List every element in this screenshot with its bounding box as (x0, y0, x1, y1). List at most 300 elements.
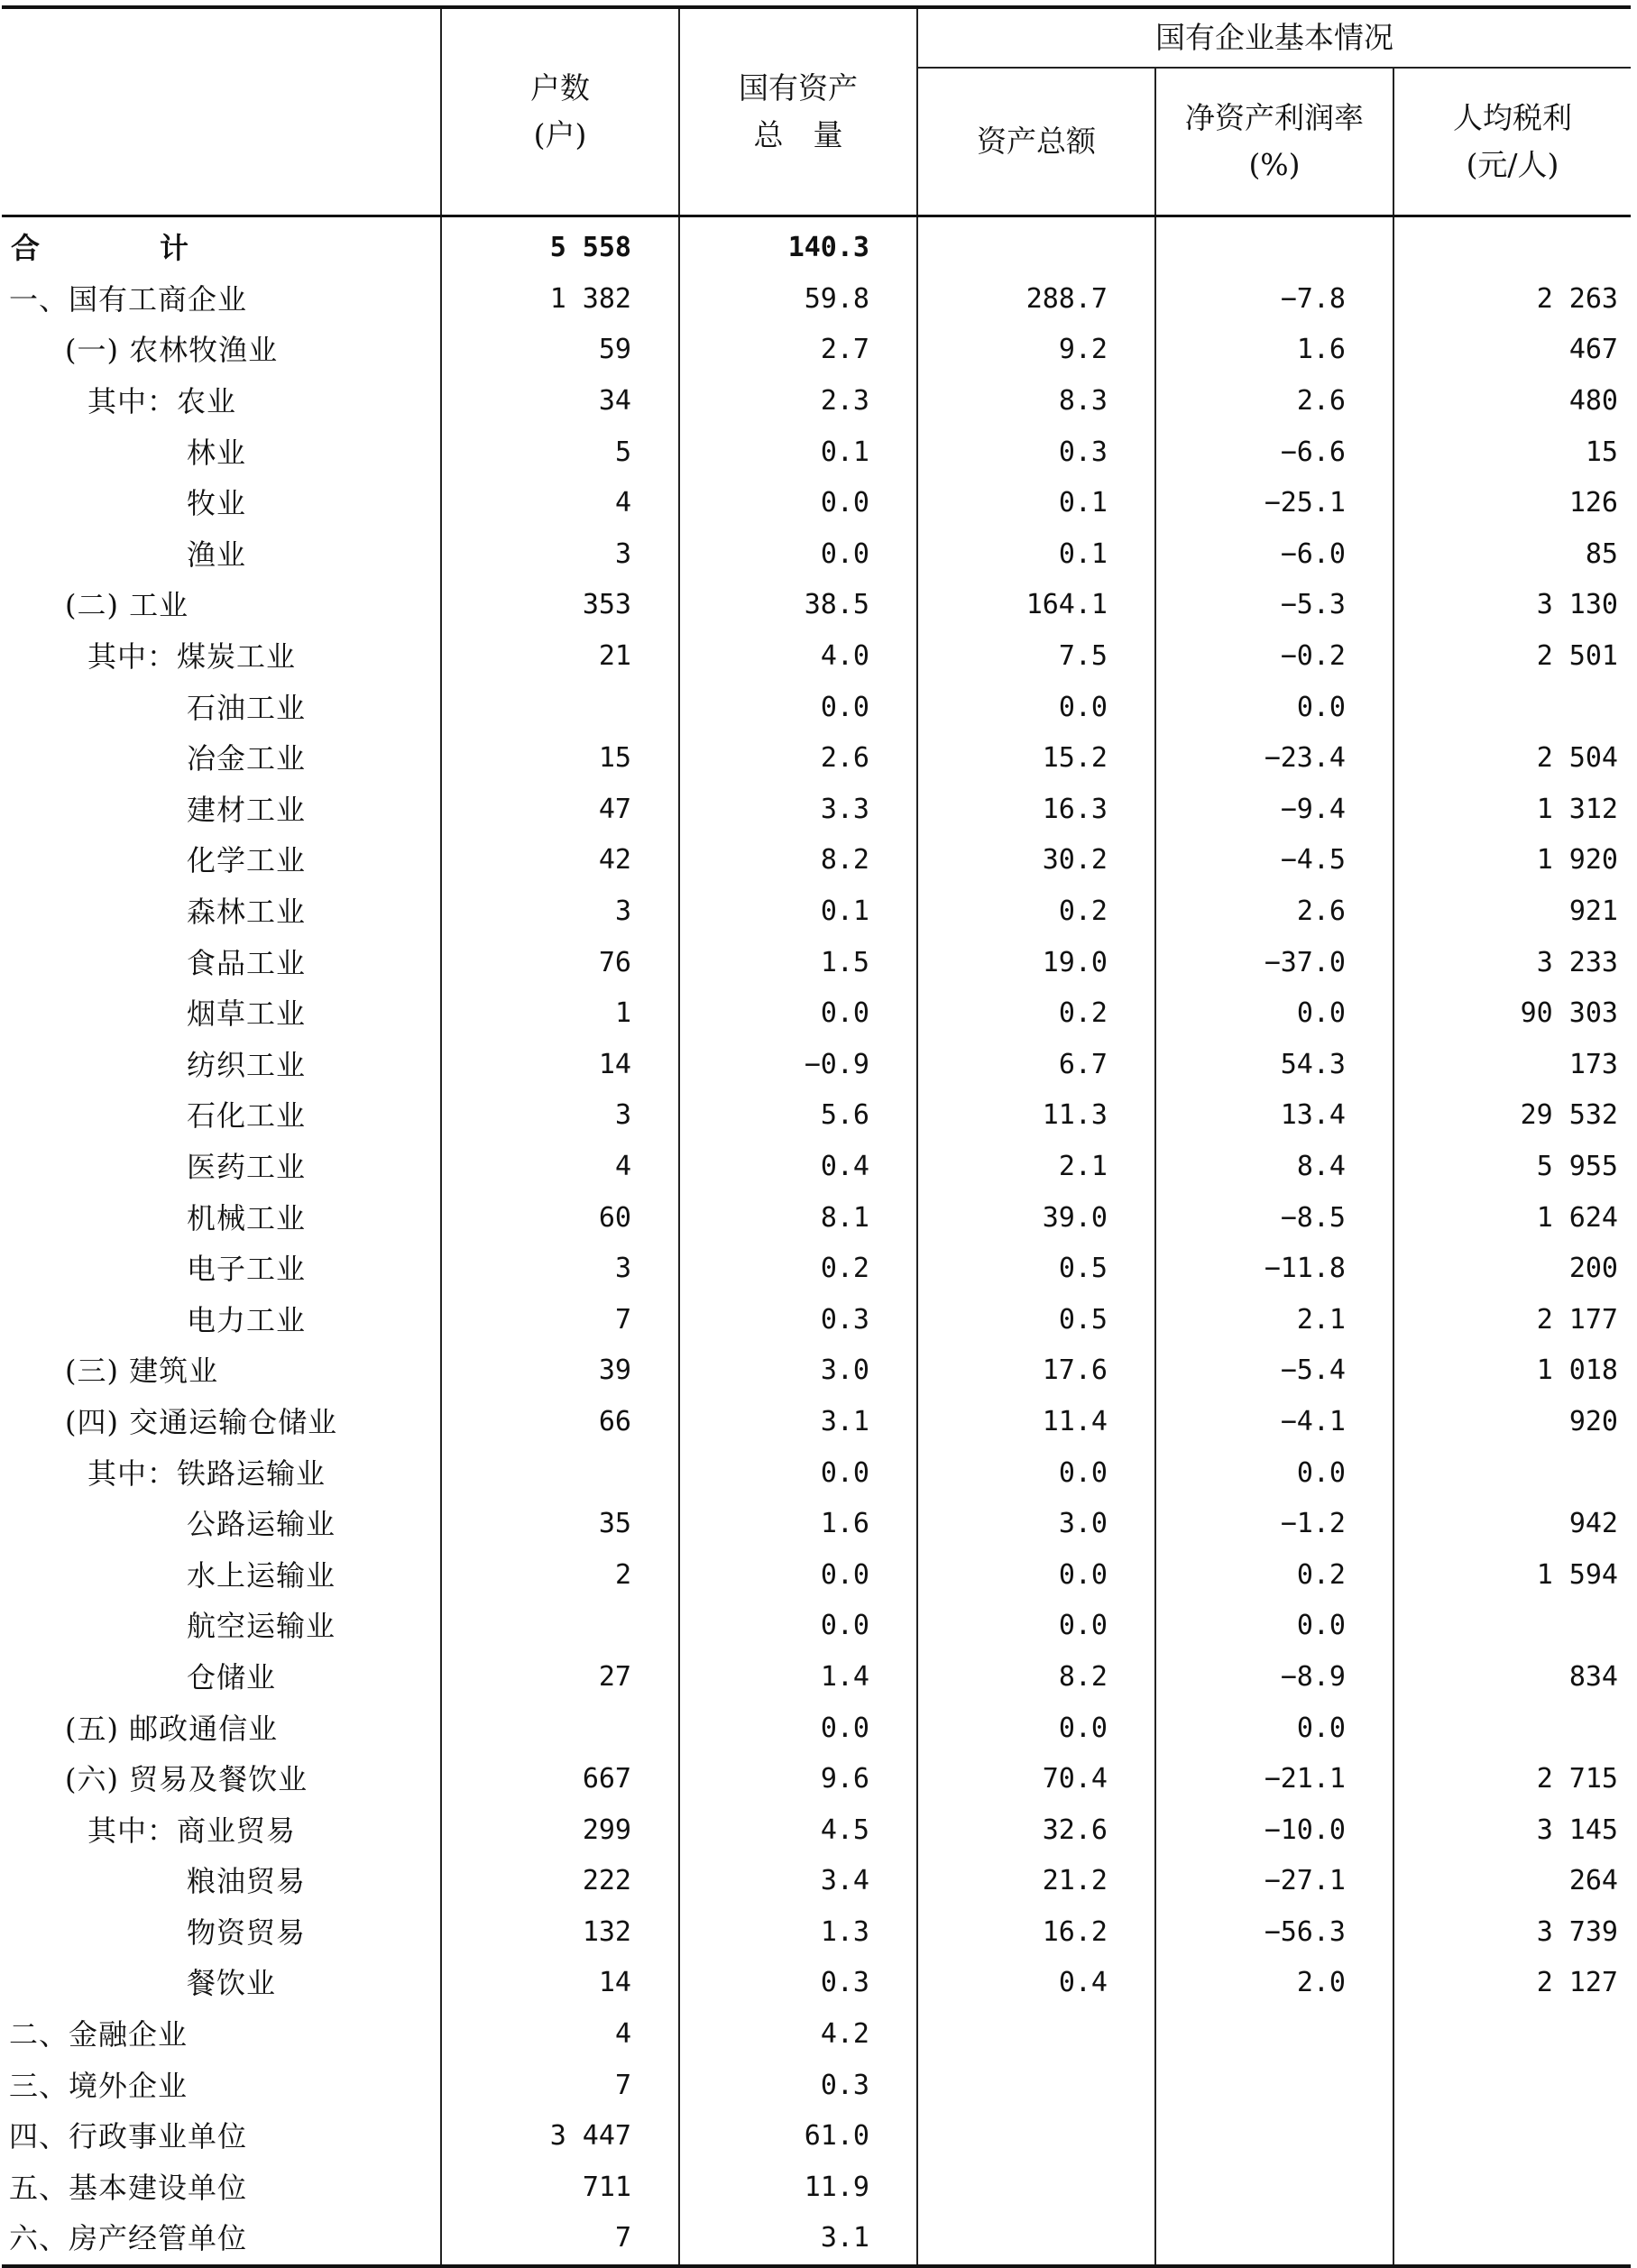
row-label: 其中：商业贸易 (87, 1813, 297, 1848)
tax-profit-cell: 920 (1393, 1397, 1631, 1448)
state-assets-cell: 61.0 (679, 2111, 917, 2162)
tax-profit-header (1393, 68, 1631, 216)
total-assets-cell (917, 2009, 1155, 2061)
households-header-line-2: (户) (533, 117, 587, 152)
table-row (2, 216, 1631, 274)
households-cell: 21 (441, 631, 679, 683)
profit-rate-cell: 1.6 (1155, 325, 1393, 376)
profit-rate-cell: 2.6 (1155, 886, 1393, 938)
table-row (2, 1397, 1631, 1448)
row-label: 航空运输业 (187, 1609, 336, 1644)
profit-rate-cell: 2.1 (1155, 1294, 1393, 1345)
tax-profit-cell: 3 739 (1393, 1907, 1631, 1959)
state-assets-cell: 0.1 (679, 427, 917, 478)
row-label: 其中：农业 (87, 384, 237, 419)
row-label: 冶金工业 (187, 741, 307, 776)
table-row (2, 733, 1631, 785)
tax-profit-cell: 85 (1393, 529, 1631, 581)
profit-rate-cell: −6.6 (1155, 427, 1393, 478)
row-label: 粮油贸易 (187, 1864, 307, 1899)
total-assets-cell (917, 216, 1155, 274)
profit-rate-cell: −56.3 (1155, 1907, 1393, 1959)
profit-rate-cell: −8.5 (1155, 1192, 1393, 1244)
profit-rate-cell (1155, 2009, 1393, 2061)
row-label: (六) 贸易及餐饮业 (65, 1762, 308, 1797)
row-label: 四、行政事业单位 (9, 2119, 248, 2154)
state-assets-cell: 11.9 (679, 2162, 917, 2214)
profit-rate-header-line-2: (%) (1248, 147, 1301, 182)
households-cell: 15 (441, 733, 679, 785)
households-cell: 27 (441, 1652, 679, 1703)
total-assets-header-line-1: 资产总额 (977, 124, 1096, 159)
profit-rate-cell: 54.3 (1155, 1040, 1393, 1091)
row-label: 机械工业 (187, 1200, 307, 1235)
profit-rate-cell: −11.8 (1155, 1244, 1393, 1295)
households-cell (441, 682, 679, 733)
tax-profit-cell (1393, 2009, 1631, 2061)
tax-profit-cell: 15 (1393, 427, 1631, 478)
total-assets-cell: 0.0 (917, 1601, 1155, 1652)
state-assets-cell: 0.2 (679, 1244, 917, 1295)
households-cell: 34 (441, 376, 679, 427)
tax-profit-cell: 2 127 (1393, 1958, 1631, 2009)
total-assets-cell: 0.2 (917, 886, 1155, 938)
table-row (2, 1754, 1631, 1805)
profit-rate-cell: −21.1 (1155, 1754, 1393, 1805)
households-cell: 3 (441, 529, 679, 581)
households-cell: 35 (441, 1499, 679, 1550)
row-label: 森林工业 (187, 895, 307, 930)
profit-rate-cell: −5.4 (1155, 1345, 1393, 1397)
households-cell: 667 (441, 1754, 679, 1805)
total-assets-cell: 0.5 (917, 1244, 1155, 1295)
state-assets-cell: 0.3 (679, 2060, 917, 2111)
table-row (2, 835, 1631, 886)
row-label: 其中：铁路运输业 (87, 1455, 326, 1491)
profit-rate-cell: −23.4 (1155, 733, 1393, 785)
state-assets-cell: −0.9 (679, 1040, 917, 1091)
table-row (2, 2162, 1631, 2214)
households-cell: 5 558 (441, 216, 679, 274)
total-assets-cell: 30.2 (917, 835, 1155, 886)
table-row (2, 1192, 1631, 1244)
row-label: 合 计 (2, 216, 441, 274)
state-assets-header-line-1: 国有资产 (739, 70, 858, 106)
tax-profit-cell (1393, 2213, 1631, 2266)
profit-rate-cell: 13.4 (1155, 1090, 1393, 1142)
row-label: 二、金融企业 (9, 2017, 189, 2052)
profit-rate-cell: 2.6 (1155, 376, 1393, 427)
tax-profit-cell (1393, 682, 1631, 733)
state-assets-cell: 4.5 (679, 1804, 917, 1856)
total-assets-cell: 11.3 (917, 1090, 1155, 1142)
table-row (2, 1601, 1631, 1652)
row-label: 石化工业 (187, 1098, 307, 1134)
tax-profit-cell (1393, 216, 1631, 274)
profit-rate-cell (1155, 2213, 1393, 2266)
table-row (2, 427, 1631, 478)
profit-rate-cell: −7.8 (1155, 274, 1393, 326)
tax-profit-cell: 2 501 (1393, 631, 1631, 683)
households-cell: 353 (441, 580, 679, 631)
row-label: (二) 工业 (65, 588, 189, 623)
tax-profit-cell: 3 145 (1393, 1804, 1631, 1856)
households-cell (441, 1447, 679, 1499)
tax-profit-cell: 1 624 (1393, 1192, 1631, 1244)
table-row (2, 1090, 1631, 1142)
tax-profit-cell: 480 (1393, 376, 1631, 427)
total-assets-cell: 32.6 (917, 1804, 1155, 1856)
row-label: 五、基本建设单位 (9, 2170, 248, 2205)
state-assets-cell: 2.7 (679, 325, 917, 376)
state-assets-cell: 59.8 (679, 274, 917, 326)
profit-rate-cell: 0.0 (1155, 1703, 1393, 1754)
total-assets-cell: 70.4 (917, 1754, 1155, 1805)
total-assets-cell: 0.0 (917, 1447, 1155, 1499)
state-assets-cell: 0.1 (679, 886, 917, 938)
tax-profit-header-line-1: 人均税利 (1453, 100, 1572, 135)
households-cell: 1 382 (441, 274, 679, 326)
total-assets-cell: 8.2 (917, 1652, 1155, 1703)
table-row (2, 988, 1631, 1040)
profit-rate-cell (1155, 2111, 1393, 2162)
state-assets-cell: 2.3 (679, 376, 917, 427)
table-row (2, 1294, 1631, 1345)
total-assets-cell: 0.1 (917, 478, 1155, 529)
row-label: 石油工业 (187, 690, 307, 725)
state-assets-cell: 3.3 (679, 785, 917, 836)
table-row (2, 1040, 1631, 1091)
table-row (2, 1804, 1631, 1856)
total-assets-cell: 9.2 (917, 325, 1155, 376)
state-assets-cell: 0.3 (679, 1294, 917, 1345)
table-row (2, 2009, 1631, 2061)
households-cell: 3 (441, 886, 679, 938)
total-assets-cell: 39.0 (917, 1192, 1155, 1244)
households-cell: 7 (441, 2213, 679, 2266)
profit-rate-header-line-1: 净资产利润率 (1185, 100, 1364, 135)
tax-profit-cell: 942 (1393, 1499, 1631, 1550)
row-label: 食品工业 (187, 945, 307, 980)
state-assets-cell: 1.3 (679, 1907, 917, 1959)
tax-profit-cell: 200 (1393, 1244, 1631, 1295)
households-cell: 5 (441, 427, 679, 478)
row-label: 化学工业 (187, 843, 307, 878)
households-cell (441, 1601, 679, 1652)
tax-profit-cell: 1 920 (1393, 835, 1631, 886)
profit-rate-cell (1155, 2162, 1393, 2214)
table-row (2, 1907, 1631, 1959)
state-assets-cell: 1.5 (679, 937, 917, 988)
state-assets-cell: 3.4 (679, 1856, 917, 1907)
state-assets-cell: 38.5 (679, 580, 917, 631)
table-row (2, 631, 1631, 683)
table-row (2, 937, 1631, 988)
state-assets-cell: 3.0 (679, 1345, 917, 1397)
row-label: (三) 建筑业 (65, 1354, 219, 1389)
profit-rate-cell: −8.9 (1155, 1652, 1393, 1703)
total-assets-cell: 0.0 (917, 1549, 1155, 1601)
profit-rate-cell: −25.1 (1155, 478, 1393, 529)
state-assets-cell: 1.4 (679, 1652, 917, 1703)
total-assets-cell: 288.7 (917, 274, 1155, 326)
state-assets-statistics-table (2, 5, 1631, 2268)
households-cell: 14 (441, 1958, 679, 2009)
total-assets-cell: 19.0 (917, 937, 1155, 988)
profit-rate-cell: −27.1 (1155, 1856, 1393, 1907)
tax-profit-cell (1393, 2111, 1631, 2162)
total-assets-cell: 8.3 (917, 376, 1155, 427)
table-row (2, 682, 1631, 733)
profit-rate-cell: −4.5 (1155, 835, 1393, 886)
table-row (2, 1703, 1631, 1754)
row-label: 公路运输业 (187, 1507, 336, 1542)
tax-profit-cell (1393, 1703, 1631, 1754)
profit-rate-cell: 0.0 (1155, 682, 1393, 733)
state-assets-cell: 0.4 (679, 1142, 917, 1193)
table-body (2, 216, 1631, 2266)
row-label: 水上运输业 (187, 1557, 336, 1593)
table-row (2, 2213, 1631, 2266)
total-assets-cell: 16.2 (917, 1907, 1155, 1959)
profit-rate-cell: −10.0 (1155, 1804, 1393, 1856)
row-label: (一) 农林牧渔业 (65, 333, 279, 368)
state-assets-cell: 0.0 (679, 1447, 917, 1499)
row-label: 餐饮业 (187, 1966, 277, 2001)
total-assets-cell (917, 2060, 1155, 2111)
total-assets-cell: 164.1 (917, 580, 1155, 631)
state-assets-cell: 0.0 (679, 1601, 917, 1652)
tax-profit-cell (1393, 2162, 1631, 2214)
households-cell: 711 (441, 2162, 679, 2214)
households-cell (441, 1703, 679, 1754)
households-cell: 14 (441, 1040, 679, 1091)
profit-rate-cell: 0.2 (1155, 1549, 1393, 1601)
profit-rate-cell: 0.0 (1155, 1447, 1393, 1499)
total-assets-cell: 3.0 (917, 1499, 1155, 1550)
tax-profit-cell: 3 130 (1393, 580, 1631, 631)
table-row (2, 529, 1631, 581)
row-label: 林业 (187, 435, 247, 470)
table-row (2, 2111, 1631, 2162)
tax-profit-cell: 173 (1393, 1040, 1631, 1091)
table-row (2, 478, 1631, 529)
households-cell: 132 (441, 1907, 679, 1959)
tax-profit-cell: 1 594 (1393, 1549, 1631, 1601)
households-header (441, 7, 679, 216)
households-cell: 3 447 (441, 2111, 679, 2162)
tax-profit-cell: 2 177 (1393, 1294, 1631, 1345)
profit-rate-cell: 0.0 (1155, 1601, 1393, 1652)
households-cell: 4 (441, 478, 679, 529)
row-label: 渔业 (187, 537, 247, 572)
state-assets-cell: 1.6 (679, 1499, 917, 1550)
total-assets-cell: 15.2 (917, 733, 1155, 785)
total-assets-cell: 11.4 (917, 1397, 1155, 1448)
row-label: 其中：煤炭工业 (87, 639, 297, 675)
profit-rate-header (1155, 68, 1393, 216)
total-assets-header (917, 68, 1155, 216)
row-label: 电力工业 (187, 1302, 307, 1337)
state-assets-cell: 8.1 (679, 1192, 917, 1244)
profit-rate-cell: −0.2 (1155, 631, 1393, 683)
table-row (2, 274, 1631, 326)
row-label: 建材工业 (187, 792, 307, 827)
row-label: 物资贸易 (187, 1914, 307, 1950)
state-assets-cell: 0.0 (679, 988, 917, 1040)
total-assets-cell: 17.6 (917, 1345, 1155, 1397)
households-cell: 39 (441, 1345, 679, 1397)
state-assets-cell: 8.2 (679, 835, 917, 886)
table-header (2, 7, 1631, 216)
state-assets-cell: 3.1 (679, 2213, 917, 2266)
row-label: (五) 邮政通信业 (65, 1711, 279, 1746)
table-row (2, 1244, 1631, 1295)
profit-rate-cell: −6.0 (1155, 529, 1393, 581)
state-assets-header-line-2: 总 量 (753, 117, 843, 152)
tax-profit-cell: 1 018 (1393, 1345, 1631, 1397)
households-cell: 59 (441, 325, 679, 376)
total-assets-cell: 2.1 (917, 1142, 1155, 1193)
state-assets-cell: 4.0 (679, 631, 917, 683)
households-cell: 2 (441, 1549, 679, 1601)
total-assets-cell: 7.5 (917, 631, 1155, 683)
tax-profit-cell (1393, 1447, 1631, 1499)
total-assets-cell: 0.3 (917, 427, 1155, 478)
total-assets-cell: 0.4 (917, 1958, 1155, 2009)
tax-profit-cell: 834 (1393, 1652, 1631, 1703)
table-row (2, 1142, 1631, 1193)
table-row (2, 785, 1631, 836)
households-cell: 60 (441, 1192, 679, 1244)
row-label: 一、国有工商企业 (9, 281, 248, 317)
profit-rate-cell (1155, 2060, 1393, 2111)
table-row (2, 2060, 1631, 2111)
households-cell: 76 (441, 937, 679, 988)
profit-rate-cell: −1.2 (1155, 1499, 1393, 1550)
row-label: (四) 交通运输仓储业 (65, 1404, 338, 1439)
profit-rate-cell: 8.4 (1155, 1142, 1393, 1193)
profit-rate-cell: −4.1 (1155, 1397, 1393, 1448)
row-label: 医药工业 (187, 1149, 307, 1184)
total-assets-cell: 21.2 (917, 1856, 1155, 1907)
table-row (2, 1549, 1631, 1601)
households-cell: 3 (441, 1244, 679, 1295)
row-label: 六、房产经管单位 (2, 2213, 441, 2266)
households-cell: 222 (441, 1856, 679, 1907)
tax-profit-cell: 29 532 (1393, 1090, 1631, 1142)
total-assets-cell (917, 2213, 1155, 2266)
table-row (2, 376, 1631, 427)
table-row (2, 1345, 1631, 1397)
tax-profit-cell (1393, 1601, 1631, 1652)
state-assets-cell: 0.0 (679, 1703, 917, 1754)
soe-basic-info-group-header: 国有企业基本情况 (917, 7, 1631, 68)
households-cell: 4 (441, 1142, 679, 1193)
state-assets-cell: 0.0 (679, 682, 917, 733)
row-label: 三、境外企业 (9, 2068, 189, 2103)
total-assets-cell: 0.1 (917, 529, 1155, 581)
state-assets-cell: 4.2 (679, 2009, 917, 2061)
profit-rate-cell: −9.4 (1155, 785, 1393, 836)
households-cell: 7 (441, 2060, 679, 2111)
profit-rate-cell (1155, 216, 1393, 274)
total-assets-cell: 0.0 (917, 1703, 1155, 1754)
state-assets-cell: 9.6 (679, 1754, 917, 1805)
total-assets-cell (917, 2162, 1155, 2214)
row-label: 电子工业 (187, 1252, 307, 1287)
tax-profit-cell: 2 715 (1393, 1754, 1631, 1805)
table-row (2, 1499, 1631, 1550)
state-assets-cell: 0.3 (679, 1958, 917, 2009)
state-assets-cell: 0.0 (679, 478, 917, 529)
state-assets-cell: 3.1 (679, 1397, 917, 1448)
households-cell: 4 (441, 2009, 679, 2061)
state-assets-cell: 140.3 (679, 216, 917, 274)
tax-profit-cell (1393, 2060, 1631, 2111)
profit-rate-cell: 2.0 (1155, 1958, 1393, 2009)
row-label: 纺织工业 (187, 1047, 307, 1082)
state-assets-header (679, 7, 917, 216)
table-row (2, 1447, 1631, 1499)
tax-profit-cell: 1 312 (1393, 785, 1631, 836)
tax-profit-cell: 921 (1393, 886, 1631, 938)
tax-profit-cell: 126 (1393, 478, 1631, 529)
households-cell: 66 (441, 1397, 679, 1448)
total-assets-cell: 16.3 (917, 785, 1155, 836)
table-row (2, 886, 1631, 938)
row-label: 仓储业 (187, 1659, 277, 1694)
stub-header (2, 7, 441, 216)
table-row (2, 1652, 1631, 1703)
table-row (2, 580, 1631, 631)
total-assets-cell (917, 2111, 1155, 2162)
table-row (2, 1958, 1631, 2009)
row-label: 牧业 (187, 486, 247, 521)
total-assets-cell: 0.0 (917, 682, 1155, 733)
households-cell: 3 (441, 1090, 679, 1142)
tax-profit-cell: 2 263 (1393, 274, 1631, 326)
profit-rate-cell: 0.0 (1155, 988, 1393, 1040)
tax-profit-cell: 90 303 (1393, 988, 1631, 1040)
households-cell: 299 (441, 1804, 679, 1856)
tax-profit-cell: 467 (1393, 325, 1631, 376)
households-cell: 1 (441, 988, 679, 1040)
row-label: 烟草工业 (187, 996, 307, 1032)
households-cell: 42 (441, 835, 679, 886)
state-assets-cell: 5.6 (679, 1090, 917, 1142)
total-assets-cell: 0.5 (917, 1294, 1155, 1345)
households-cell: 7 (441, 1294, 679, 1345)
statistics-table-container (2, 5, 1631, 2268)
profit-rate-cell: −5.3 (1155, 580, 1393, 631)
total-assets-cell: 6.7 (917, 1040, 1155, 1091)
tax-profit-cell: 5 955 (1393, 1142, 1631, 1193)
total-assets-cell: 0.2 (917, 988, 1155, 1040)
tax-profit-cell: 3 233 (1393, 937, 1631, 988)
tax-profit-cell: 264 (1393, 1856, 1631, 1907)
table-row (2, 1856, 1631, 1907)
state-assets-cell: 2.6 (679, 733, 917, 785)
tax-profit-cell: 2 504 (1393, 733, 1631, 785)
households-cell: 47 (441, 785, 679, 836)
profit-rate-cell: −37.0 (1155, 937, 1393, 988)
households-header-line-1: 户数 (530, 70, 590, 106)
state-assets-cell: 0.0 (679, 529, 917, 581)
tax-profit-header-line-2: (元/人) (1466, 147, 1559, 182)
state-assets-cell: 0.0 (679, 1549, 917, 1601)
table-row (2, 325, 1631, 376)
